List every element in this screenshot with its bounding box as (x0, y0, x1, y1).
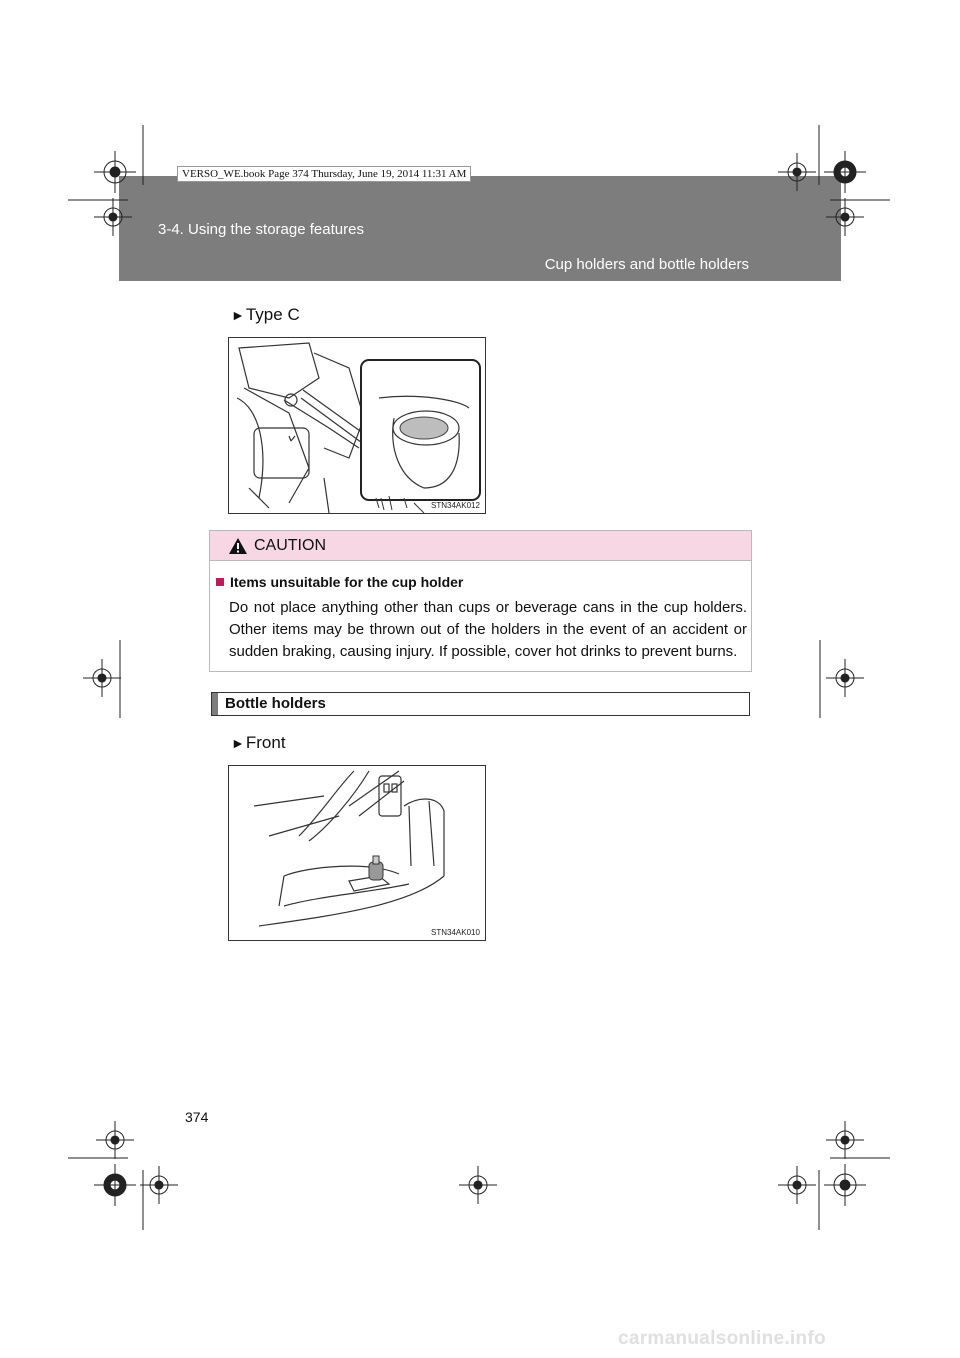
book-stamp: VERSO_WE.book Page 374 Thursday, June 19, 2014 11:31 AM (177, 166, 471, 182)
page-number: 374 (185, 1109, 209, 1125)
caution-item-title (216, 574, 463, 590)
front-text: Front (245, 733, 286, 752)
caution-title: CAUTION (254, 537, 326, 554)
heading-accent (212, 693, 218, 715)
watermark: carmanualsonline.info (618, 1328, 826, 1349)
figure-code: STN34AK010 (431, 928, 480, 937)
type-c-text: Type C (245, 305, 300, 324)
caution-item-text: Items unsuitable for the cup holder (230, 574, 464, 590)
page-heading: Cup holders and bottle holders (544, 256, 749, 273)
type-c-label (231, 305, 300, 325)
caution-text: Do not place anything other than cups or beverage cans in the cup holders. Other items may be thrown out of the holders in the event of an accident or sudden braking, causing injury. If possible, cover hot drinks to prevent burns. (229, 599, 747, 660)
front-label (231, 733, 286, 753)
figure-code: STN34AK012 (431, 501, 480, 510)
bottle-holder-figure (228, 765, 486, 941)
caution-header (210, 531, 751, 561)
section-title: 3-4. Using the storage features (158, 221, 364, 238)
door-bottle-holder-illustration (229, 766, 485, 940)
bottle-holders-heading (211, 692, 750, 716)
arrow-right-icon: ► (231, 735, 245, 751)
arrow-right-icon: ► (231, 307, 245, 323)
cup-holder-illustration (229, 338, 485, 513)
caution-box (209, 530, 752, 672)
bottle-holders-title: Bottle holders (225, 695, 326, 712)
warning-icon (228, 537, 248, 555)
cup-holder-figure (228, 337, 486, 514)
square-bullet-icon (216, 578, 224, 586)
